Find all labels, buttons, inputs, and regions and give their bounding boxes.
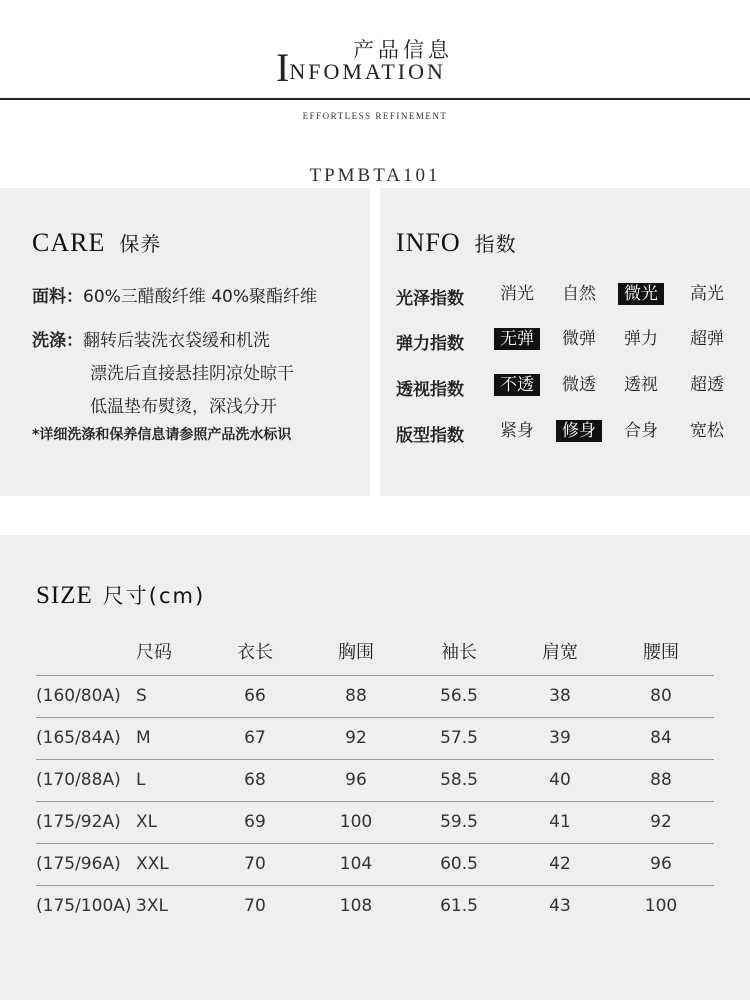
care-title-en: CARE	[32, 228, 106, 257]
info-option: 合身	[624, 421, 658, 441]
size-code-cell: L	[136, 770, 146, 790]
shoulder-cell: 42	[549, 854, 571, 874]
size-code-cell: M	[136, 728, 151, 748]
info-option: 紧身	[500, 421, 534, 441]
info-option: 弹力	[624, 329, 658, 349]
size-code-cell: 3XL	[136, 896, 168, 916]
length-cell: 66	[244, 686, 266, 706]
fabric-label: 面料：	[32, 287, 83, 307]
waist-cell: 80	[650, 686, 672, 706]
page-title-rest: NFOMATION	[289, 59, 446, 84]
header-chest: 胸围	[338, 642, 374, 663]
info-option: 超弹	[690, 329, 724, 349]
sleeve-cell: 56.5	[440, 686, 478, 706]
info-option-selected: 无弹	[494, 328, 540, 350]
size-title	[36, 580, 205, 610]
info-option: 消光	[500, 284, 534, 304]
sleeve-cell: 61.5	[440, 896, 478, 916]
size-title-cn: 尺寸(cm)	[102, 584, 206, 608]
info-option-selected: 修身	[556, 420, 602, 442]
shoulder-cell: 39	[549, 728, 571, 748]
waist-cell: 96	[650, 854, 672, 874]
chest-cell: 92	[345, 728, 367, 748]
size-code-cell: S	[136, 686, 147, 706]
wash-instruction-1: 翻转后装洗衣袋缓和机洗	[83, 331, 270, 351]
chest-cell: 100	[339, 812, 373, 832]
size-title-en: SIZE	[36, 582, 93, 609]
header-length: 衣长	[237, 642, 273, 663]
info-option: 透视	[624, 375, 658, 395]
tagline: EFFORTLESS REFINEMENT	[302, 111, 448, 121]
table-row	[36, 843, 714, 885]
info-row-label: 光泽指数	[396, 289, 464, 309]
chest-cell: 104	[339, 854, 373, 874]
chest-cell: 96	[345, 770, 367, 790]
sleeve-cell: 60.5	[440, 854, 478, 874]
header-shoulder: 肩宽	[542, 642, 578, 663]
length-cell: 68	[244, 770, 266, 790]
wash-instruction-2: 漂洗后直接悬挂阴凉处晾干	[90, 364, 294, 384]
shoulder-cell: 40	[549, 770, 571, 790]
info-row	[396, 281, 746, 311]
info-row	[396, 418, 746, 448]
header-sleeve: 袖长	[441, 642, 477, 663]
table-row	[36, 717, 714, 759]
size-code-cell: XXL	[136, 854, 169, 874]
size-spec-cell: (175/96A)	[36, 854, 121, 874]
care-panel	[0, 188, 370, 496]
wash-label: 洗涤：	[32, 331, 83, 351]
size-spec-cell: (170/88A)	[36, 770, 121, 790]
waist-cell: 84	[650, 728, 672, 748]
info-option-selected: 微光	[618, 283, 664, 305]
info-row-label: 版型指数	[396, 426, 464, 446]
sleeve-cell: 57.5	[440, 728, 478, 748]
care-title-cn: 保养	[119, 232, 162, 256]
length-cell: 69	[244, 812, 266, 832]
header-divider	[0, 98, 750, 100]
info-title	[396, 228, 517, 258]
size-table-header	[36, 635, 714, 675]
info-option: 超透	[690, 375, 724, 395]
shoulder-cell: 41	[549, 812, 571, 832]
info-row	[396, 372, 746, 402]
shoulder-cell: 38	[549, 686, 571, 706]
size-spec-cell: (165/84A)	[36, 728, 121, 748]
chest-cell: 108	[339, 896, 373, 916]
size-spec-cell: (175/92A)	[36, 812, 121, 832]
info-option: 自然	[562, 284, 596, 304]
info-title-cn: 指数	[474, 232, 517, 256]
chest-cell: 88	[345, 686, 367, 706]
info-option: 微透	[562, 375, 596, 395]
length-cell: 67	[244, 728, 266, 748]
sleeve-cell: 59.5	[440, 812, 478, 832]
waist-cell: 92	[650, 812, 672, 832]
info-row-label: 透视指数	[396, 380, 464, 400]
fabric-value: 60%三醋酸纤维 40%聚酯纤维	[83, 287, 317, 307]
wash-instruction-3: 低温垫布熨烫，深浅分开	[90, 397, 277, 417]
size-spec-cell: (175/100A)	[36, 896, 132, 916]
info-option-selected: 不透	[494, 374, 540, 396]
shoulder-cell: 43	[549, 896, 571, 916]
care-note: *详细洗涤和保养信息请参照产品洗水标识	[32, 427, 292, 443]
info-option: 高光	[690, 284, 724, 304]
info-row-label: 弹力指数	[396, 334, 464, 354]
length-cell: 70	[244, 896, 266, 916]
page-title-cn: 产品信息	[353, 38, 453, 62]
info-option: 宽松	[690, 421, 724, 441]
fabric-line	[32, 282, 317, 307]
info-row	[396, 326, 746, 356]
table-row	[36, 675, 714, 717]
info-option: 微弹	[562, 329, 596, 349]
page-title-en	[276, 45, 446, 90]
sleeve-cell: 58.5	[440, 770, 478, 790]
table-row	[36, 885, 714, 927]
table-row	[36, 801, 714, 843]
size-spec-cell: (160/80A)	[36, 686, 121, 706]
care-title	[32, 228, 161, 258]
waist-cell: 100	[644, 896, 678, 916]
size-table	[36, 635, 714, 927]
info-panel	[380, 188, 750, 496]
header-size: 尺码	[136, 642, 172, 663]
header-waist: 腰围	[643, 642, 679, 663]
size-code-cell: XL	[136, 812, 158, 832]
page-title-initial: I	[276, 45, 290, 90]
model-code: TPMBTA101	[309, 165, 441, 186]
info-title-en: INFO	[396, 228, 461, 257]
wash-line	[32, 326, 270, 351]
waist-cell: 88	[650, 770, 672, 790]
length-cell: 70	[244, 854, 266, 874]
size-panel	[0, 535, 750, 1000]
table-row	[36, 759, 714, 801]
